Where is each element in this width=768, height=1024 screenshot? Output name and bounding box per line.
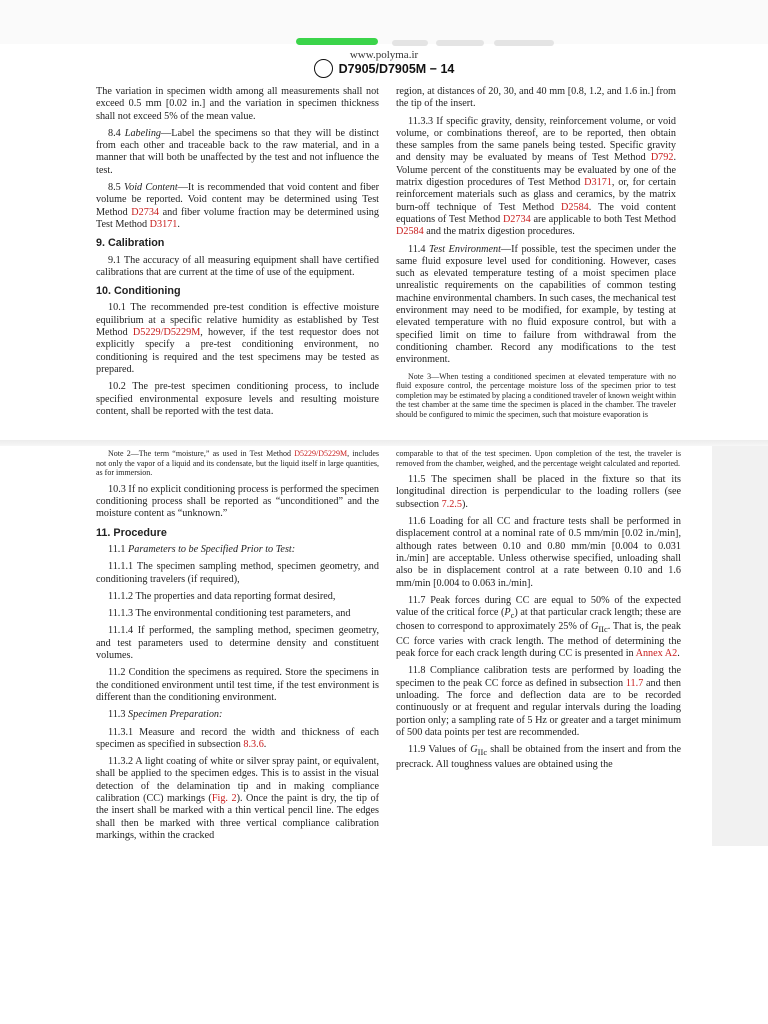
tab-indicator <box>392 40 428 46</box>
header-url: www.polyma.ir <box>349 49 419 61</box>
link-d3171[interactable]: D3171 <box>149 218 178 230</box>
tab-indicator <box>436 40 484 46</box>
link-d5229[interactable]: D5229/D5229M <box>132 327 201 339</box>
paragraph-10-1: 10.1 The recommended pre-test condition is effective moisture equilibrium at a specific relative humidity as established by Test Method D5229/D5229M, however, if the test requestor does not explicitly specify a pre-test conditioning environment, no conditioning is required and the test specimens may be tested as prepared. <box>96 302 379 375</box>
note-3: Note 3—When testing a conditioned specimen at elevated temperature with no fluid exposure control, the percentage moisture loss of the specimen prior to test completion may be estimated by placing a conditioned traveler of known weight within the test chamber at the same time the specimen is placed in the chamber. The traveler should be configured to mimic the specimen, such that moisture evaporation is <box>396 371 676 419</box>
link-d5229[interactable]: D5229/D5229M <box>294 449 348 458</box>
paragraph-11-2: 11.2 Condition the specimens as required. Store the specimens in the conditioned environment until test time, if the test environment is different than the conditioning environment. <box>96 667 379 703</box>
page-right-margin <box>712 446 768 846</box>
link-d3171[interactable]: D3171 <box>584 177 612 189</box>
paragraph-11-1-1: 11.1.1 The specimen sampling method, specimen geometry, and conditioning travelers (if required), <box>96 561 379 585</box>
column-top-right <box>396 86 676 426</box>
paragraph: The variation in specimen width among all measurements shall not exceed 0.5 mm [0.02 in.] and the variation in specimen thickness shall not exceed 5% of the mean value. <box>96 86 379 122</box>
paragraph-8-5: 8.5 Void Content—It is recommended that void content and fiber volume be reported. Void content may be determined using Test Method D2734 and fiber volume fraction may be determined using Test Method D3171. <box>96 182 379 230</box>
column-bottom-right <box>396 449 681 776</box>
column-top-left <box>96 86 379 423</box>
link-fig-2[interactable]: Fig. 2 <box>211 793 237 805</box>
standard-designation <box>0 60 768 79</box>
progress-accent-bar <box>296 38 378 45</box>
link-annex-a2[interactable]: Annex A2 <box>635 648 678 660</box>
link-8-3-6[interactable]: 8.3.6 <box>243 738 264 750</box>
paragraph-9-1: 9.1 The accuracy of all measuring equipment shall have certified calibrations that are current at the time of use of the equipment. <box>96 254 379 278</box>
standard-number: D7905/D7905M − 14 <box>338 61 455 76</box>
paragraph-11-7: 11.7 Peak forces during CC are equal to 50% of the expected value of the critical force $(P_c)$ at that particular crack length; these are chosen to correspond to approximately 25% of $G_{IIc}$. That is, the peak CC force varies with crack length. The method of determining the peak force for each crack length during CC is presented in Annex A2. <box>396 594 682 660</box>
paragraph-11-5: 11.5 The specimen shall be placed in the fixture so that its longitudinal direction is perpendicular to the loading rollers (see subsection 7.2.5). <box>396 474 681 510</box>
paragraph-11-9: 11.9 Values of $G_{IIc}$ shall be obtained from the insert and from the precrack. All toughness values are obtained using the <box>396 744 681 770</box>
link-d2584[interactable]: D2584 <box>561 201 589 213</box>
link-11-7[interactable]: 11.7 <box>625 677 644 689</box>
section-heading-calibration: 9. Calibration <box>96 237 165 250</box>
paragraph-11-4: 11.4 Test Environment—If possible, test the specimen under the same fluid exposure level used for conditioning. However, cases such as elevated temperature testing of a moist specimen place unrealistic requirements on the capabilities of common testing machine environmental chambers. In such cases, the mechanical test environment may need to be modified, for example, by testing at elevated temperature with no fluid exposure control, but with a specified limit on time to failure from withdrawal from the conditioning chamber. Record any modifications to the test environment. <box>396 243 676 366</box>
note-3-continued: comparable to that of the test specimen. Upon completion of the test, the traveler is removed from the chamber, weighed, and the percentage weight calculated and reported. <box>396 449 681 468</box>
paragraph-11-3-2: 11.3.2 A light coating of white or silver spray paint, or equivalent, shall be applied to the specimen edges. This is to assist in the visual detection of the delamination tip and in making compliance calibration (CC) markings (Fig. 2). Once the paint is dry, the tip of the insert shall be marked with a thin vertical pencil line. The edges shall then be marked with three vertical compliance calibration markings, within the cracked <box>96 756 379 841</box>
section-heading-procedure: 11. Procedure <box>96 526 167 539</box>
column-bottom-left <box>96 449 379 847</box>
note-2: Note 2—The term “moisture,” as used in Test Method D5229/D5229M, includes not only the vapor of a liquid and its condensate, but the liquid itself in large quantities, as for immersion. <box>96 449 379 478</box>
paragraph-11-1-4: 11.1.4 If performed, the sampling method, specimen geometry, and test parameters used to determine density and constituent volumes. <box>96 625 379 662</box>
paragraph-11-6: 11.6 Loading for all CC and fracture tests shall be performed in displacement control at a nominal rate of 0.5 mm/min [0.02 in./min], although rates between 0.10 and 0.80 mm/min [0.004 to 0.031 in./min] are acceptable. Unless otherwise specified, unloading shall also be in displacement control at a rate between 0.10 and 1.6 mm/min [0.004 to 0.063 in./min]. <box>396 516 681 589</box>
tab-indicator <box>494 40 554 46</box>
paragraph-11-8: 11.8 Compliance calibration tests are performed by loading the specimen to the peak CC force as defined in subsection 11.7 and then unloading. The force and deflection data are to be recorded continuously or at frequent and regular intervals during the loading portion only; a sampling rate of 5 Hz or greater and a target minimum of 500 data points per test are recommended. <box>396 665 682 738</box>
paragraph-11-3: 11.3 Specimen Preparation: <box>108 709 223 721</box>
paragraph: region, at distances of 20, 30, and 40 mm [0.8, 1.2, and 1.6 in.] from the tip of the insert. <box>396 86 676 110</box>
browser-top-band <box>0 0 768 44</box>
paragraph-8-4: 8.4 Labeling—Label the specimens so that they will be distinct from each other and traceable back to the raw material, and in a manner that will both be unaffected by the test and not influence the test. <box>96 127 380 176</box>
paragraph-11-1-2: 11.1.2 The properties and data reporting format desired, <box>108 590 336 602</box>
paragraph-11-3-3: 11.3.3 If specific gravity, density, reinforcement volume, or void volume, or combinations thereof, are to be reported, then obtain these samples from the same panels being tested. Specific gravity and density may be evaluated by means of Test Method D792. Volume percent of the constituents may be evaluated by one of the matrix digestion procedures of Test Method D3171, or, for certain reinforcement materials such as glass and ceramics, by the matrix burn-off technique of Test Method D2584. The void content equations of Test Method D2734 are applicable to both Test Method D2584 and the matrix digestion procedures. <box>396 115 676 238</box>
section-heading-conditioning: 10. Conditioning <box>96 285 181 298</box>
paragraph-11-3-1: 11.3.1 Measure and record the width and thickness of each specimen as specified in subsection 8.3.6. <box>96 726 379 750</box>
link-d2584[interactable]: D2584 <box>396 226 424 238</box>
link-d792[interactable]: D792 <box>650 152 674 164</box>
paragraph-11-1-3: 11.1.3 The environmental conditioning test parameters, and <box>108 608 351 620</box>
paragraph-10-2: 10.2 The pre-test specimen conditioning process, to include specified environmental exposure levels and resulting moisture content, shall be reported with the test data. <box>96 381 379 417</box>
link-d2734[interactable]: D2734 <box>502 213 531 225</box>
paragraph-10-3: 10.3 If no explicit conditioning process is performed the specimen conditioning process shall be reported as “unconditioned” and the moisture content as “unknown.” <box>96 483 379 520</box>
link-d2734[interactable]: D2734 <box>131 206 160 218</box>
astm-logo-icon <box>314 59 333 78</box>
paragraph-11-1: 11.1 Parameters to be Specified Prior to Test: <box>108 543 296 555</box>
link-7-2-5[interactable]: 7.2.5 <box>441 498 462 510</box>
